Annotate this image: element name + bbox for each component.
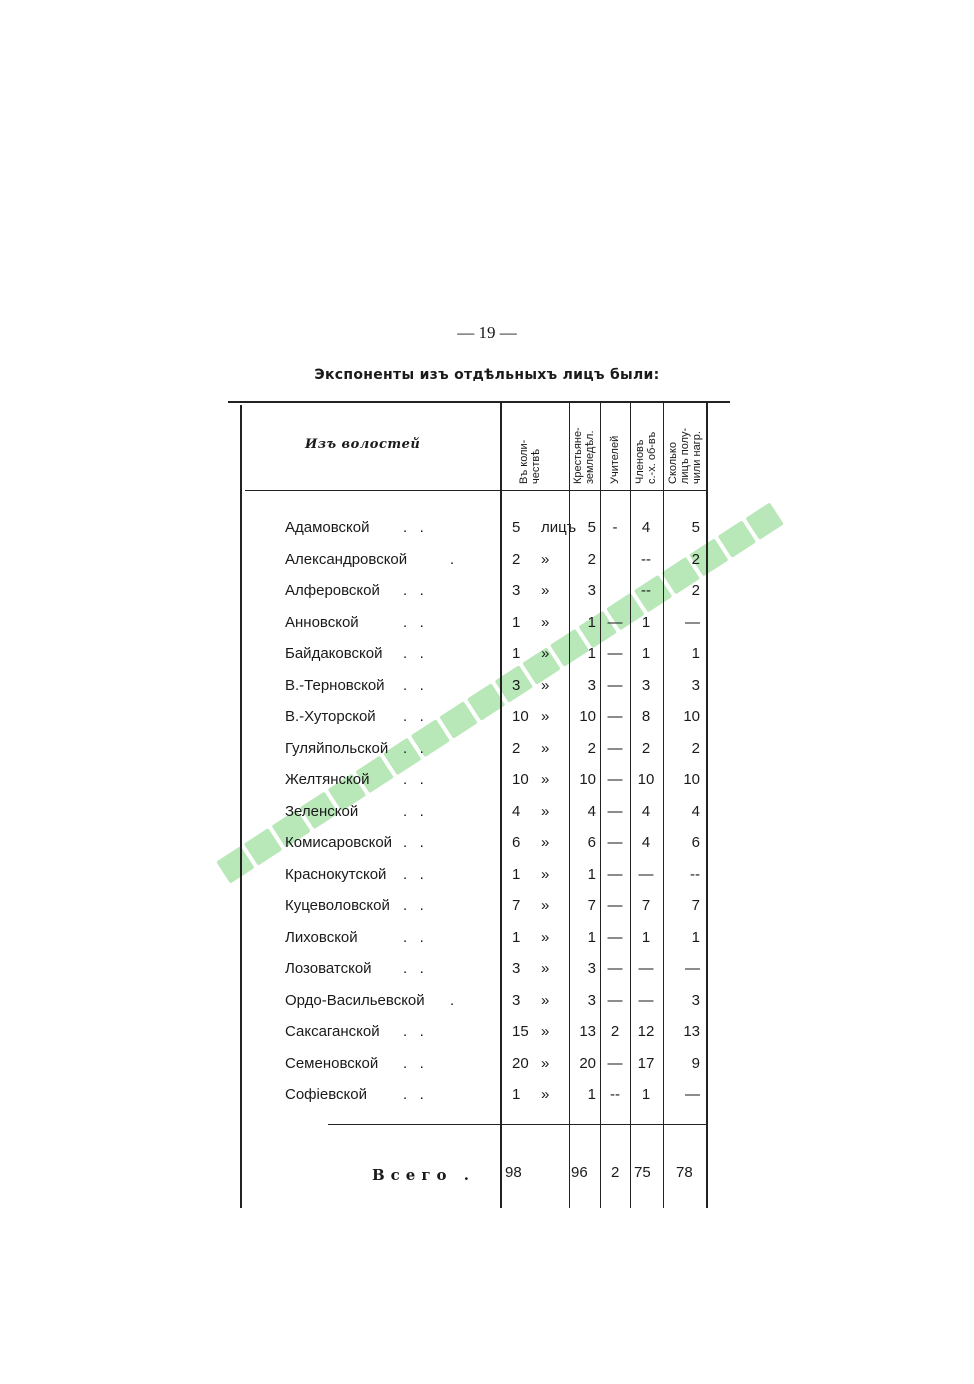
total-awarded: 78	[676, 1164, 693, 1181]
awarded-cell: 4	[691, 802, 700, 820]
teachers-cell: —	[607, 676, 623, 694]
unit-cell: »	[541, 928, 550, 946]
peasants-cell: 6	[587, 834, 596, 851]
peasants-cell: 3	[587, 676, 596, 694]
table-row	[0, 834, 974, 864]
awarded-cell: —	[685, 613, 700, 631]
quantity-cell: 1	[512, 1086, 521, 1103]
members-cell: 2	[641, 739, 651, 757]
unit-cell: »	[541, 1086, 550, 1103]
teachers-cell: —	[607, 865, 623, 883]
region-name: Байдаковской	[285, 645, 383, 662]
quantity-cell: 1	[512, 645, 521, 662]
header-teachers: Учителей	[609, 435, 621, 484]
region-name: Лозоватской	[285, 960, 372, 977]
awarded-cell: 2	[691, 550, 700, 568]
unit-cell: »	[541, 771, 550, 788]
table-row	[0, 551, 974, 581]
quantity-cell: 10	[512, 771, 529, 788]
members-cell: 12	[637, 1023, 655, 1040]
teachers-cell: —	[607, 613, 623, 631]
total-rule	[328, 1124, 708, 1125]
awarded-cell: 2	[691, 739, 700, 757]
quantity-cell: 1	[512, 613, 521, 631]
quantity-cell: 10	[512, 708, 529, 725]
members-cell: —	[638, 991, 654, 1009]
peasants-cell: 2	[587, 739, 596, 757]
leader-dots: . .	[403, 928, 424, 946]
header-awarded: Сколько лицъ полу- чили нагр.	[667, 427, 703, 484]
table-row	[0, 614, 974, 644]
peasants-cell: 7	[587, 897, 596, 914]
awarded-cell: 1	[691, 645, 700, 662]
peasants-cell: 10	[579, 708, 596, 725]
peasants-cell: 20	[579, 1054, 596, 1072]
unit-cell: »	[541, 582, 550, 599]
region-name: Адамовской	[285, 519, 370, 536]
total-members: 75	[634, 1164, 651, 1181]
awarded-cell: 3	[691, 676, 700, 694]
quantity-cell: 3	[512, 582, 521, 599]
peasants-cell: 1	[587, 1086, 596, 1103]
quantity-cell: 3	[512, 960, 521, 977]
awarded-cell: —	[685, 1086, 700, 1103]
table-row	[0, 803, 974, 833]
leader-dots: . .	[403, 834, 424, 851]
awarded-cell: 9	[691, 1054, 700, 1072]
page-number: — 19 —	[457, 323, 517, 342]
awarded-cell: 10	[683, 708, 700, 725]
peasants-cell: 13	[579, 1023, 596, 1040]
unit-cell: »	[541, 708, 550, 725]
awarded-cell: 1	[691, 928, 700, 946]
peasants-cell: 3	[587, 582, 596, 599]
teachers-cell: —	[607, 1054, 623, 1072]
peasants-cell: 10	[579, 771, 596, 788]
leader-dots: . .	[403, 708, 424, 725]
peasants-cell: 2	[587, 550, 596, 568]
peasants-cell: 1	[587, 928, 596, 946]
table-row	[0, 582, 974, 612]
members-cell: 3	[641, 676, 651, 694]
unit-cell: »	[541, 550, 550, 568]
unit-cell: »	[541, 960, 550, 977]
teachers-cell: —	[607, 802, 623, 820]
members-cell: 8	[641, 708, 651, 725]
leader-dots: . .	[403, 960, 424, 977]
unit-cell: »	[541, 676, 550, 694]
table-row	[0, 992, 974, 1022]
table-row	[0, 960, 974, 990]
awarded-cell: 3	[691, 991, 700, 1009]
unit-cell: »	[541, 645, 550, 662]
region-name: Алферовской	[285, 582, 380, 599]
quantity-cell: 1	[512, 865, 521, 883]
unit-cell: »	[541, 834, 550, 851]
quantity-cell: 1	[512, 928, 521, 946]
teachers-cell: —	[607, 960, 623, 977]
quantity-cell: 4	[512, 802, 521, 820]
teachers-cell: —	[607, 991, 623, 1009]
header-region: Изъ волостей	[305, 437, 421, 452]
quantity-cell: 3	[512, 991, 521, 1009]
awarded-cell: 7	[691, 897, 700, 914]
peasants-cell: 1	[587, 613, 596, 631]
peasants-cell: 3	[587, 991, 596, 1009]
leader-dots: . .	[403, 582, 424, 599]
members-cell: 10	[637, 771, 655, 788]
quantity-cell: 20	[512, 1054, 529, 1072]
region-name: Лиховской	[285, 928, 358, 946]
table-row	[0, 1086, 974, 1116]
teachers-cell: —	[607, 739, 623, 757]
leader-dots: . .	[403, 1054, 424, 1072]
leader-dots: .	[450, 991, 455, 1009]
region-name: Софіевской	[285, 1086, 367, 1103]
quantity-cell: 15	[512, 1023, 529, 1040]
members-cell: --	[641, 582, 651, 599]
leader-dots: . .	[403, 676, 424, 694]
region-name: В.-Терновской	[285, 676, 385, 694]
peasants-cell: 1	[587, 645, 596, 662]
teachers-cell: —	[607, 897, 623, 914]
teachers-cell: --	[610, 1086, 620, 1103]
peasants-cell: 4	[587, 802, 596, 820]
leader-dots: . .	[403, 645, 424, 662]
awarded-cell: 10	[683, 771, 700, 788]
unit-cell: »	[541, 1054, 550, 1072]
unit-cell: »	[541, 802, 550, 820]
region-name: Семеновской	[285, 1054, 379, 1072]
table-row	[0, 1023, 974, 1053]
awarded-cell: 6	[691, 834, 700, 851]
table-row	[0, 1055, 974, 1085]
total-quantity: 98	[505, 1164, 522, 1181]
unit-cell: »	[541, 991, 550, 1009]
leader-dots: . .	[403, 1023, 424, 1040]
quantity-cell: 3	[512, 676, 521, 694]
quantity-cell: 5	[512, 519, 521, 536]
table-row	[0, 771, 974, 801]
region-name: Краснокутской	[285, 865, 387, 883]
teachers-cell: 2	[610, 1023, 620, 1040]
table-row	[0, 740, 974, 770]
quantity-cell: 2	[512, 550, 521, 568]
region-name: Куцеволовской	[285, 897, 390, 914]
teachers-cell: —	[607, 645, 623, 662]
members-cell: 4	[641, 802, 651, 820]
table-row	[0, 929, 974, 959]
header-bottom-rule	[245, 490, 708, 491]
table-row	[0, 519, 974, 549]
leader-dots: . .	[403, 771, 424, 788]
region-name: Желтянской	[285, 771, 370, 788]
members-cell: 7	[641, 897, 651, 914]
header-quantity: Въ коли- чествѣ	[518, 439, 542, 484]
region-name: Ордо-Васильевской	[285, 991, 425, 1009]
teachers-cell: —	[607, 834, 623, 851]
page-title: Экспоненты изъ отдѣльныхъ лицъ были:	[314, 367, 660, 383]
table-row	[0, 708, 974, 738]
region-name: Зеленской	[285, 802, 359, 820]
quantity-cell: 6	[512, 834, 521, 851]
teachers-cell: —	[607, 771, 623, 788]
teachers-cell: -	[612, 519, 618, 536]
awarded-cell: —	[685, 960, 700, 977]
unit-cell: »	[541, 897, 550, 914]
quantity-cell: 7	[512, 897, 521, 914]
table-row	[0, 866, 974, 896]
members-cell: 1	[641, 613, 651, 631]
members-cell: --	[641, 550, 651, 568]
peasants-cell: 1	[587, 865, 596, 883]
table-row	[0, 677, 974, 707]
total-teachers: 2	[611, 1164, 620, 1181]
awarded-cell: 2	[691, 582, 700, 599]
header-peasants: Крестьяне- земледѣл.	[572, 427, 596, 484]
table-row	[0, 897, 974, 927]
quantity-cell: 2	[512, 739, 521, 757]
teachers-cell: —	[607, 708, 623, 725]
members-cell: 4	[641, 519, 651, 536]
leader-dots: .	[450, 550, 455, 568]
members-cell: —	[638, 960, 654, 977]
unit-cell: »	[541, 613, 550, 631]
members-cell: —	[638, 865, 654, 883]
region-name: В.-Хуторской	[285, 708, 376, 725]
region-name: Комисаровской	[285, 834, 393, 851]
members-cell: 17	[637, 1054, 655, 1072]
awarded-cell: --	[690, 865, 700, 883]
teachers-cell: —	[607, 928, 623, 946]
leader-dots: . .	[403, 1086, 424, 1103]
unit-cell: лицъ	[541, 519, 577, 536]
leader-dots: . .	[403, 613, 424, 631]
region-name: Александровской	[285, 550, 408, 568]
region-name: Анновской	[285, 613, 359, 631]
members-cell: 4	[641, 834, 651, 851]
members-cell: 1	[641, 1086, 651, 1103]
unit-cell: »	[541, 1023, 550, 1040]
header-members: Членовъ с.-х. об-въ	[634, 431, 658, 484]
awarded-cell: 13	[683, 1023, 700, 1040]
region-name: Саксаганской	[285, 1023, 380, 1040]
leader-dots: . .	[403, 519, 424, 536]
unit-cell: »	[541, 865, 550, 883]
leader-dots: . .	[403, 897, 424, 914]
leader-dots: . .	[403, 865, 424, 883]
region-name: Гуляйпольской	[285, 739, 389, 757]
peasants-cell: 5	[587, 519, 596, 536]
awarded-cell: 5	[691, 519, 700, 536]
unit-cell: »	[541, 739, 550, 757]
total-label: Всего .	[372, 1166, 475, 1184]
table-row	[0, 645, 974, 675]
leader-dots: . .	[403, 739, 424, 757]
leader-dots: . .	[403, 802, 424, 820]
members-cell: 1	[641, 928, 651, 946]
table-top-rule	[228, 401, 730, 403]
peasants-cell: 3	[587, 960, 596, 977]
members-cell: 1	[641, 645, 651, 662]
total-peasants: 96	[571, 1164, 588, 1181]
